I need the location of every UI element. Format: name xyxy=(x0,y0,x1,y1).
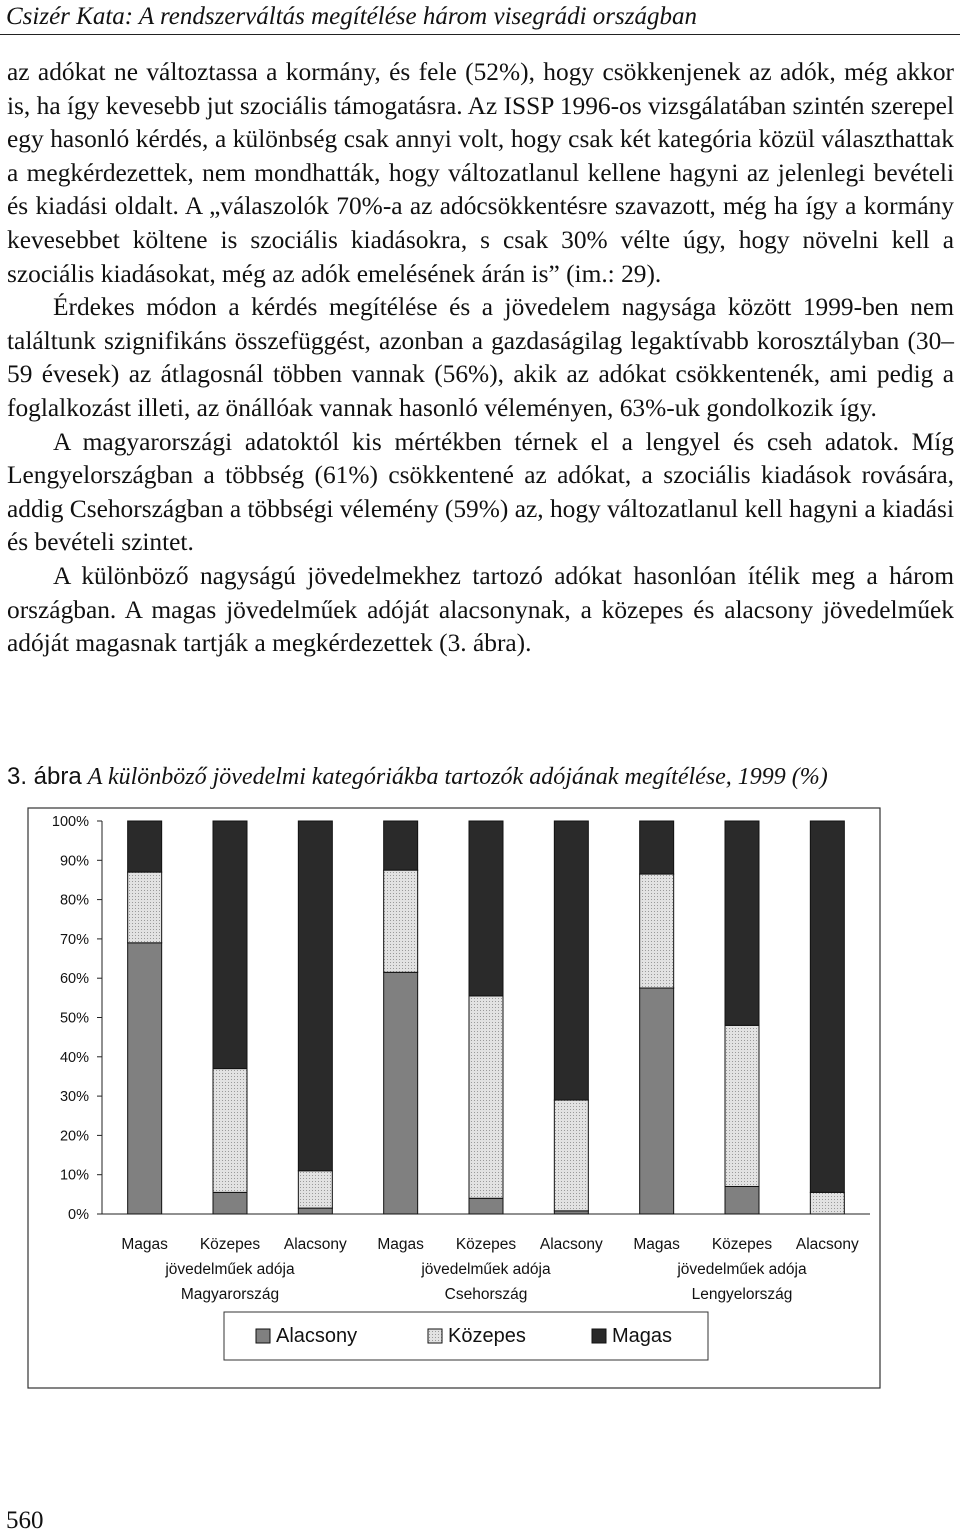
bar-segment-alacsony xyxy=(725,1186,759,1214)
x-category-label: Alacsony xyxy=(539,1236,603,1253)
legend-swatch-magas xyxy=(592,1329,606,1343)
x-group-label: Csehország xyxy=(444,1286,528,1303)
bar-segment-közepes xyxy=(810,1192,844,1214)
legend-swatch-alacsony xyxy=(256,1329,270,1343)
x-category-label: Magas xyxy=(377,1236,424,1253)
x-category-label: Közepes xyxy=(711,1236,773,1253)
figure-title: A különböző jövedelmi kategóriákba tartozók adójának megítélése, 1999 (%) xyxy=(87,764,828,790)
bar-segment-közepes xyxy=(298,1171,332,1208)
bar-segment-alacsony xyxy=(640,988,674,1214)
bar-segment-alacsony xyxy=(128,943,162,1214)
x-group-sublabel: jövedelműek adója xyxy=(421,1261,551,1278)
x-category-label: Alacsony xyxy=(795,1236,859,1253)
y-tick-label: 30% xyxy=(59,1089,89,1106)
paragraph: az adókat ne változtassa a kormány, és fele (52%), hogy csökkenjenek az adók, még akkor is, ha így kevesebb jut szociális támogatásra. Az ISSP 1996-os vizsgálatában szintén szerepel egy hasonló kérdés, a különbség csak annyi volt, hogy csak két kategória közül választhattak a megkérdezettek, nem mondhatták, hogy változatlanul kellene hagyni az jelenlegi bevételi és kiadási oldalt. A „válaszolók 70%-a az adócsökkentésre szavazott, még ha így a kormány kevesebbet költene is szociális kiadásokra, s csak 30% vélte úgy, hogy növelni kell a szociális kiadásokat, még az adók emelésének árán is” (im.: 29). xyxy=(7,58,954,288)
bar-segment-magas xyxy=(213,821,247,1069)
paragraph: A magyarországi adatoktól kis mértékben térnek el a lengyel és cseh adatok. Míg Lengyelországban a többség (61%) csökkentené az adókat, a szociális kiadások rovására, addig Csehországban a többségi vélemény (59%) az, hogy változatlanul kell hagyni a kiadási és bevételi szintet. xyxy=(7,427,954,557)
bar-segment-alacsony xyxy=(469,1198,503,1214)
bar-segment-magas xyxy=(469,821,503,996)
x-group-label: Lengyelország xyxy=(691,1286,793,1303)
y-tick-label: 40% xyxy=(59,1049,89,1066)
legend-swatch-közepes xyxy=(428,1329,442,1343)
bar-segment-közepes xyxy=(128,872,162,943)
bar-segment-közepes xyxy=(469,996,503,1198)
y-tick-label: 70% xyxy=(59,931,89,948)
y-tick-label: 20% xyxy=(59,1128,89,1145)
x-category-label: Magas xyxy=(121,1236,168,1253)
y-tick-label: 90% xyxy=(59,853,89,870)
paragraph: A különböző nagyságú jövedelmekhez tartozó adókat hasonlóan ítélik meg a három országban. A magas jövedelműek adóját alacsonynak, a közepes és alacsony jövedelműek adóját magasnak tartják a megkérdezettek (3. ábra). xyxy=(7,561,954,658)
x-category-label: Magas xyxy=(633,1236,680,1253)
header-rule xyxy=(0,34,960,35)
bar-segment-magas xyxy=(128,821,162,872)
bar-segment-közepes xyxy=(725,1025,759,1186)
y-tick-label: 100% xyxy=(51,814,89,830)
running-header: Csizér Kata: A rendszerváltás megítélése három visegrádi országban xyxy=(6,3,697,30)
bar-segment-magas xyxy=(725,821,759,1025)
y-tick-label: 50% xyxy=(59,1010,89,1027)
x-category-label: Közepes xyxy=(199,1236,261,1253)
bar-segment-alacsony xyxy=(384,972,418,1214)
bar-segment-magas xyxy=(554,821,588,1100)
bar-segment-alacsony xyxy=(298,1208,332,1214)
legend-label: Közepes xyxy=(448,1325,526,1347)
bar-segment-közepes xyxy=(213,1069,247,1193)
legend-label: Alacsony xyxy=(276,1325,358,1347)
bar-segment-magas xyxy=(640,821,674,874)
page-number: 560 xyxy=(6,1507,44,1534)
legend-label: Magas xyxy=(612,1325,673,1347)
bar-segment-magas xyxy=(298,821,332,1171)
bar-segment-közepes xyxy=(384,870,418,972)
body-text xyxy=(7,56,954,661)
x-group-sublabel: jövedelműek adója xyxy=(165,1261,295,1278)
x-group-sublabel: jövedelműek adója xyxy=(677,1261,807,1278)
bar-segment-alacsony xyxy=(213,1192,247,1214)
y-tick-label: 80% xyxy=(59,892,89,909)
bar-segment-közepes xyxy=(554,1100,588,1211)
y-tick-label: 0% xyxy=(68,1207,89,1223)
x-category-label: Közepes xyxy=(455,1236,517,1253)
paragraph: Érdekes módon a kérdés megítélése és a jövedelem nagysága között 1999-ben nem találtunk szignifikáns összefüggést, azonban a gazdaságilag legaktívabb korosztályban (30–59 évesek) az átlagosnál többen vannak (56%), akik az adókat csökkentenék, ami pedig a foglalkozást illeti, az önállóak vannak hasonló véleményen, 63%-uk gondolkozik így. xyxy=(7,293,954,422)
stacked-bar-chart xyxy=(0,800,960,1400)
y-tick-label: 10% xyxy=(59,1167,89,1184)
x-category-label: Alacsony xyxy=(283,1236,347,1253)
figure-caption xyxy=(7,762,954,792)
bar-segment-magas xyxy=(384,821,418,870)
bar-segment-magas xyxy=(810,821,844,1192)
bar-segment-közepes xyxy=(640,874,674,988)
chart-svg xyxy=(0,800,960,1400)
figure-number: 3. ábra xyxy=(7,763,82,790)
y-tick-label: 60% xyxy=(59,971,89,988)
x-group-label: Magyarország xyxy=(180,1286,280,1303)
